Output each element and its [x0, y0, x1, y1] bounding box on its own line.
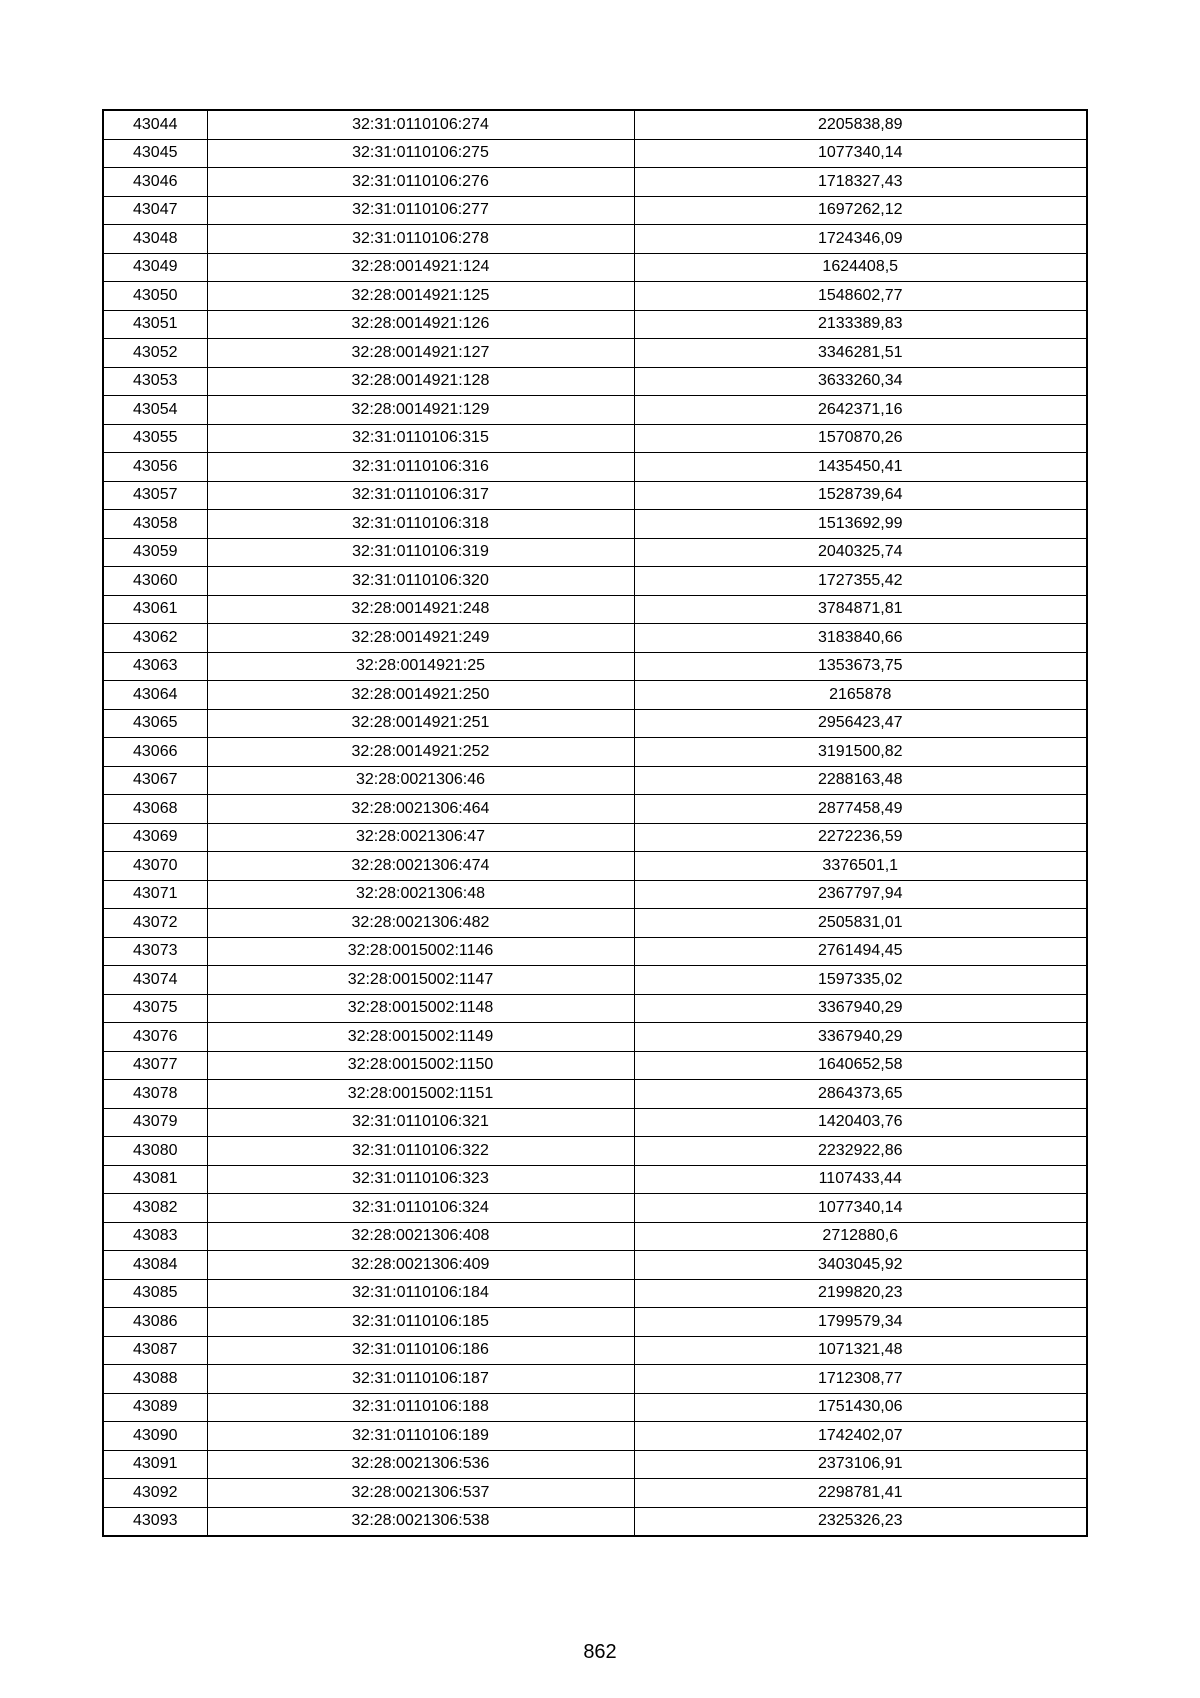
cadastral-number-cell: 32:28:0015002:1149 [207, 1023, 634, 1052]
cadastral-number-cell: 32:28:0015002:1148 [207, 994, 634, 1023]
value-cell: 3191500,82 [634, 738, 1087, 767]
value-cell: 1528739,64 [634, 481, 1087, 510]
value-cell: 1624408,5 [634, 253, 1087, 282]
table-row [103, 937, 1087, 966]
table-row [103, 1251, 1087, 1280]
row-number-cell: 43067 [103, 766, 207, 795]
value-cell: 2298781,41 [634, 1479, 1087, 1508]
row-number-cell: 43050 [103, 282, 207, 311]
table-row [103, 282, 1087, 311]
cadastral-number-cell: 32:28:0014921:25 [207, 652, 634, 681]
value-cell: 1548602,77 [634, 282, 1087, 311]
cadastral-number-cell: 32:31:0110106:189 [207, 1422, 634, 1451]
value-cell: 3633260,34 [634, 367, 1087, 396]
row-number-cell: 43073 [103, 937, 207, 966]
table-row [103, 196, 1087, 225]
table-row [103, 624, 1087, 653]
row-number-cell: 43091 [103, 1450, 207, 1479]
table-row [103, 396, 1087, 425]
value-cell: 1353673,75 [634, 652, 1087, 681]
value-cell: 1077340,14 [634, 1194, 1087, 1223]
value-cell: 2288163,48 [634, 766, 1087, 795]
row-number-cell: 43056 [103, 453, 207, 482]
value-cell: 1712308,77 [634, 1365, 1087, 1394]
row-number-cell: 43070 [103, 852, 207, 881]
row-number-cell: 43060 [103, 567, 207, 596]
value-cell: 1077340,14 [634, 139, 1087, 168]
value-cell: 2205838,89 [634, 110, 1087, 139]
value-cell: 1640652,58 [634, 1051, 1087, 1080]
table-row [103, 110, 1087, 139]
value-cell: 2232922,86 [634, 1137, 1087, 1166]
row-number-cell: 43051 [103, 310, 207, 339]
cadastral-number-cell: 32:28:0021306:409 [207, 1251, 634, 1280]
table-body [103, 110, 1087, 1536]
table-row [103, 1080, 1087, 1109]
row-number-cell: 43083 [103, 1222, 207, 1251]
table-row [103, 481, 1087, 510]
value-cell: 1435450,41 [634, 453, 1087, 482]
row-number-cell: 43046 [103, 168, 207, 197]
table-row [103, 681, 1087, 710]
row-number-cell: 43048 [103, 225, 207, 254]
cadastral-number-cell: 32:31:0110106:188 [207, 1393, 634, 1422]
table-row [103, 1336, 1087, 1365]
row-number-cell: 43072 [103, 909, 207, 938]
value-cell: 2133389,83 [634, 310, 1087, 339]
table-row [103, 1051, 1087, 1080]
value-cell: 1697262,12 [634, 196, 1087, 225]
cadastral-number-cell: 32:28:0015002:1151 [207, 1080, 634, 1109]
value-cell: 3403045,92 [634, 1251, 1087, 1280]
table-row [103, 966, 1087, 995]
table-row [103, 766, 1087, 795]
table-row [103, 367, 1087, 396]
table-row [103, 538, 1087, 567]
cadastral-number-cell: 32:28:0021306:47 [207, 823, 634, 852]
cadastral-number-cell: 32:31:0110106:274 [207, 110, 634, 139]
cadastral-number-cell: 32:31:0110106:319 [207, 538, 634, 567]
row-number-cell: 43077 [103, 1051, 207, 1080]
row-number-cell: 43057 [103, 481, 207, 510]
cadastral-number-cell: 32:31:0110106:315 [207, 424, 634, 453]
value-cell: 3367940,29 [634, 1023, 1087, 1052]
cadastral-number-cell: 32:28:0014921:248 [207, 595, 634, 624]
table-row [103, 1479, 1087, 1508]
row-number-cell: 43074 [103, 966, 207, 995]
table-row [103, 1108, 1087, 1137]
cadastral-number-cell: 32:28:0014921:249 [207, 624, 634, 653]
table-row [103, 139, 1087, 168]
cadastral-number-cell: 32:28:0014921:251 [207, 709, 634, 738]
cadastral-number-cell: 32:31:0110106:277 [207, 196, 634, 225]
cadastral-number-cell: 32:28:0014921:126 [207, 310, 634, 339]
value-cell: 1597335,02 [634, 966, 1087, 995]
value-cell: 2642371,16 [634, 396, 1087, 425]
row-number-cell: 43059 [103, 538, 207, 567]
table-row [103, 339, 1087, 368]
cadastral-number-cell: 32:28:0021306:537 [207, 1479, 634, 1508]
row-number-cell: 43082 [103, 1194, 207, 1223]
cadastral-number-cell: 32:28:0015002:1150 [207, 1051, 634, 1080]
cadastral-number-cell: 32:28:0021306:538 [207, 1507, 634, 1536]
cadastral-number-cell: 32:28:0015002:1147 [207, 966, 634, 995]
row-number-cell: 43064 [103, 681, 207, 710]
value-cell: 1799579,34 [634, 1308, 1087, 1337]
value-cell: 1570870,26 [634, 424, 1087, 453]
cadastral-number-cell: 32:28:0021306:482 [207, 909, 634, 938]
value-cell: 1718327,43 [634, 168, 1087, 197]
table-row [103, 1222, 1087, 1251]
table-row [103, 567, 1087, 596]
row-number-cell: 43093 [103, 1507, 207, 1536]
row-number-cell: 43065 [103, 709, 207, 738]
value-cell: 2373106,91 [634, 1450, 1087, 1479]
value-cell: 2272236,59 [634, 823, 1087, 852]
value-cell: 2877458,49 [634, 795, 1087, 824]
data-table [102, 109, 1088, 1537]
cadastral-number-cell: 32:28:0021306:46 [207, 766, 634, 795]
cadastral-number-cell: 32:28:0014921:124 [207, 253, 634, 282]
cadastral-number-cell: 32:28:0015002:1146 [207, 937, 634, 966]
cadastral-number-cell: 32:31:0110106:322 [207, 1137, 634, 1166]
row-number-cell: 43076 [103, 1023, 207, 1052]
value-cell: 3784871,81 [634, 595, 1087, 624]
table-row [103, 652, 1087, 681]
row-number-cell: 43054 [103, 396, 207, 425]
table-row [103, 168, 1087, 197]
table-row [103, 709, 1087, 738]
row-number-cell: 43088 [103, 1365, 207, 1394]
row-number-cell: 43089 [103, 1393, 207, 1422]
row-number-cell: 43062 [103, 624, 207, 653]
cadastral-number-cell: 32:28:0021306:474 [207, 852, 634, 881]
cadastral-number-cell: 32:31:0110106:316 [207, 453, 634, 482]
value-cell: 2956423,47 [634, 709, 1087, 738]
table-row [103, 1393, 1087, 1422]
row-number-cell: 43063 [103, 652, 207, 681]
row-number-cell: 43090 [103, 1422, 207, 1451]
table-row [103, 1422, 1087, 1451]
row-number-cell: 43053 [103, 367, 207, 396]
cadastral-number-cell: 32:28:0021306:48 [207, 880, 634, 909]
value-cell: 3367940,29 [634, 994, 1087, 1023]
value-cell: 1071321,48 [634, 1336, 1087, 1365]
table-row [103, 1165, 1087, 1194]
cadastral-number-cell: 32:28:0021306:408 [207, 1222, 634, 1251]
table-row [103, 595, 1087, 624]
value-cell: 2199820,23 [634, 1279, 1087, 1308]
row-number-cell: 43079 [103, 1108, 207, 1137]
row-number-cell: 43075 [103, 994, 207, 1023]
table-row [103, 795, 1087, 824]
value-cell: 1727355,42 [634, 567, 1087, 596]
row-number-cell: 43069 [103, 823, 207, 852]
row-number-cell: 43071 [103, 880, 207, 909]
table-row [103, 852, 1087, 881]
row-number-cell: 43085 [103, 1279, 207, 1308]
cadastral-number-cell: 32:28:0021306:536 [207, 1450, 634, 1479]
row-number-cell: 43066 [103, 738, 207, 767]
row-number-cell: 43047 [103, 196, 207, 225]
value-cell: 3346281,51 [634, 339, 1087, 368]
value-cell: 1420403,76 [634, 1108, 1087, 1137]
row-number-cell: 43086 [103, 1308, 207, 1337]
value-cell: 2367797,94 [634, 880, 1087, 909]
cadastral-number-cell: 32:28:0014921:127 [207, 339, 634, 368]
row-number-cell: 43055 [103, 424, 207, 453]
table-row [103, 1507, 1087, 1536]
table-row [103, 1194, 1087, 1223]
row-number-cell: 43084 [103, 1251, 207, 1280]
cadastral-number-cell: 32:28:0014921:250 [207, 681, 634, 710]
cadastral-number-cell: 32:31:0110106:321 [207, 1108, 634, 1137]
row-number-cell: 43081 [103, 1165, 207, 1194]
row-number-cell: 43044 [103, 110, 207, 139]
table-row [103, 738, 1087, 767]
cadastral-number-cell: 32:31:0110106:276 [207, 168, 634, 197]
table-row [103, 1023, 1087, 1052]
table-row [103, 880, 1087, 909]
value-cell: 2505831,01 [634, 909, 1087, 938]
cadastral-number-cell: 32:28:0014921:129 [207, 396, 634, 425]
cadastral-number-cell: 32:31:0110106:323 [207, 1165, 634, 1194]
value-cell: 3183840,66 [634, 624, 1087, 653]
cadastral-number-cell: 32:31:0110106:317 [207, 481, 634, 510]
table-row [103, 1308, 1087, 1337]
cadastral-number-cell: 32:28:0021306:464 [207, 795, 634, 824]
value-cell: 2761494,45 [634, 937, 1087, 966]
table-row [103, 1279, 1087, 1308]
value-cell: 2325326,23 [634, 1507, 1087, 1536]
row-number-cell: 43045 [103, 139, 207, 168]
value-cell: 1751430,06 [634, 1393, 1087, 1422]
table-row [103, 225, 1087, 254]
table-row [103, 909, 1087, 938]
table-row [103, 823, 1087, 852]
cadastral-number-cell: 32:28:0014921:252 [207, 738, 634, 767]
cadastral-number-cell: 32:31:0110106:185 [207, 1308, 634, 1337]
table-row [103, 1450, 1087, 1479]
table-row [103, 253, 1087, 282]
table-row [103, 1365, 1087, 1394]
table-row [103, 510, 1087, 539]
row-number-cell: 43092 [103, 1479, 207, 1508]
value-cell: 1724346,09 [634, 225, 1087, 254]
row-number-cell: 43080 [103, 1137, 207, 1166]
cadastral-number-cell: 32:31:0110106:278 [207, 225, 634, 254]
value-cell: 3376501,1 [634, 852, 1087, 881]
value-cell: 2712880,6 [634, 1222, 1087, 1251]
cadastral-number-cell: 32:31:0110106:320 [207, 567, 634, 596]
table-row [103, 1137, 1087, 1166]
row-number-cell: 43068 [103, 795, 207, 824]
cadastral-number-cell: 32:31:0110106:184 [207, 1279, 634, 1308]
value-cell: 2040325,74 [634, 538, 1087, 567]
value-cell: 2165878 [634, 681, 1087, 710]
row-number-cell: 43049 [103, 253, 207, 282]
cadastral-number-cell: 32:31:0110106:318 [207, 510, 634, 539]
cadastral-number-cell: 32:28:0014921:128 [207, 367, 634, 396]
row-number-cell: 43052 [103, 339, 207, 368]
table-row [103, 424, 1087, 453]
cadastral-number-cell: 32:28:0014921:125 [207, 282, 634, 311]
page-number: 862 [583, 1641, 617, 1663]
table-row [103, 310, 1087, 339]
value-cell: 2864373,65 [634, 1080, 1087, 1109]
row-number-cell: 43087 [103, 1336, 207, 1365]
cadastral-number-cell: 32:31:0110106:275 [207, 139, 634, 168]
value-cell: 1513692,99 [634, 510, 1087, 539]
row-number-cell: 43058 [103, 510, 207, 539]
value-cell: 1742402,07 [634, 1422, 1087, 1451]
table-row [103, 994, 1087, 1023]
row-number-cell: 43078 [103, 1080, 207, 1109]
cadastral-number-cell: 32:31:0110106:187 [207, 1365, 634, 1394]
table-row [103, 453, 1087, 482]
value-cell: 1107433,44 [634, 1165, 1087, 1194]
cadastral-number-cell: 32:31:0110106:186 [207, 1336, 634, 1365]
cadastral-number-cell: 32:31:0110106:324 [207, 1194, 634, 1223]
row-number-cell: 43061 [103, 595, 207, 624]
